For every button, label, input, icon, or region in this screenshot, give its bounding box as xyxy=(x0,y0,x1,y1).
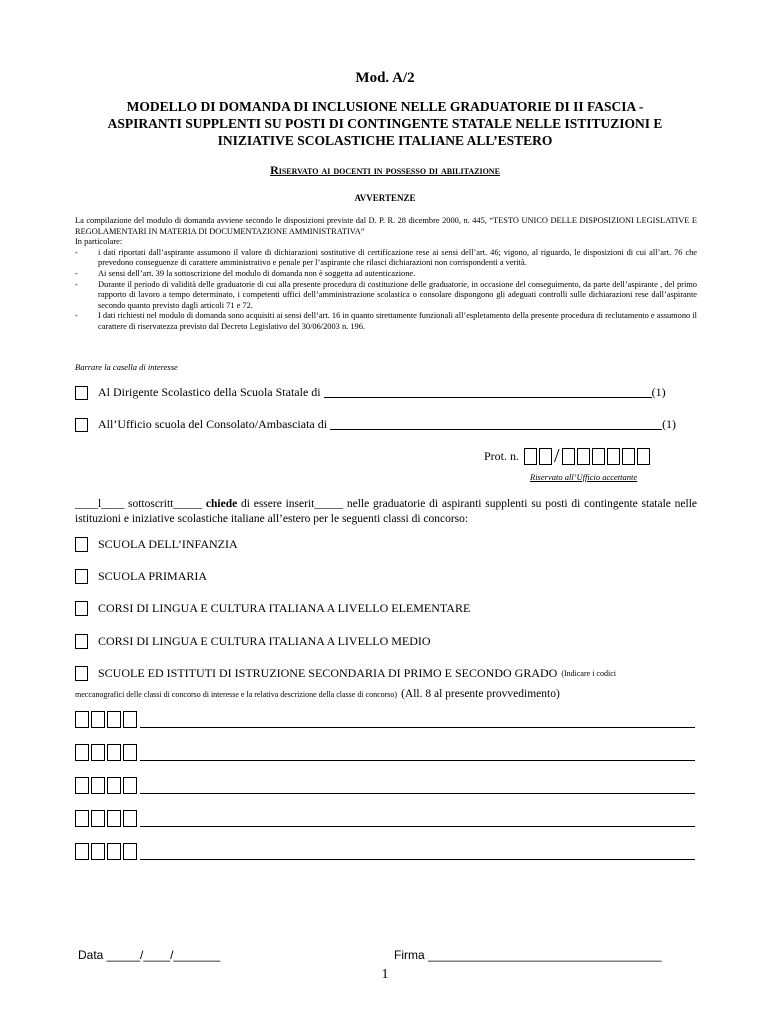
class-checkbox[interactable] xyxy=(75,634,88,649)
request-statement xyxy=(75,497,697,527)
class-label: SCUOLA PRIMARIA xyxy=(98,569,208,583)
request-verb: chiede xyxy=(205,498,238,510)
code-box[interactable] xyxy=(123,711,137,728)
code-box[interactable] xyxy=(123,843,137,860)
warnings-text xyxy=(75,216,697,333)
class-description-line[interactable] xyxy=(140,825,695,827)
class-checkbox[interactable] xyxy=(75,666,88,681)
recipient-school-field[interactable] xyxy=(324,387,652,398)
protocol-digit-box[interactable] xyxy=(592,448,605,465)
code-box[interactable] xyxy=(107,711,121,728)
code-box[interactable] xyxy=(91,810,105,827)
class-label: CORSI DI LINGUA E CULTURA ITALIANA A LIVELLO MEDIO xyxy=(98,634,431,648)
protocol-digit-box[interactable] xyxy=(622,448,635,465)
warnings-heading: AVVERTENZE xyxy=(354,193,416,203)
recipient-consulate-label: All’Ufficio scuola del Consolato/Ambasciata di xyxy=(98,417,328,431)
instruction-check-box: Barrare la casella di interesse xyxy=(75,362,178,372)
class-option-infanzia xyxy=(75,537,238,552)
warnings-in-particolare: In particolare: xyxy=(75,237,123,247)
code-box[interactable] xyxy=(123,777,137,794)
office-reserved-note: Riservato all’Ufficio accettante xyxy=(530,472,638,482)
title-line: ASPIRANTI SUPPLENTI SU POSTI DI CONTINGENTE STATALE NELLE ISTITUZIONI E xyxy=(107,116,663,131)
class-checkbox[interactable] xyxy=(75,569,88,584)
class-code-row xyxy=(75,744,695,761)
code-box[interactable] xyxy=(91,777,105,794)
request-prefix: ____l____ sottoscritt_____ xyxy=(75,498,203,510)
recipient-school-ref: (1) xyxy=(651,385,666,399)
protocol-slash: / xyxy=(554,445,560,467)
warning-item: - I dati richiesti nel modulo di domanda sono acquisiti ai sensi dell’art. 16 in quanto strettamente funzionali all’espletamento della presente procedura di reclutamento e assumono il carattere di riservatezza previsto dal Decreto Legislativo del 30/06/2003 n. 196. xyxy=(75,311,697,331)
class-checkbox[interactable] xyxy=(75,601,88,616)
protocol-number xyxy=(484,447,652,465)
warnings-intro: La compilazione del modulo di domanda avviene secondo le disposizioni previste dal D. P. R. 28 dicembre 2000, n. 445, “TESTO UNICO DELLE DISPOSIZIONI LEGISLATIVE E REGOLAMENTARI IN MATERIA DI DOCUMENTAZIONE AMMINISTRATIVA” xyxy=(75,216,697,236)
class-description-line[interactable] xyxy=(140,792,695,794)
class-code-row xyxy=(75,843,695,860)
protocol-digit-box[interactable] xyxy=(562,448,575,465)
class-option-lingua-elementare xyxy=(75,601,470,616)
protocol-digit-box[interactable] xyxy=(539,448,552,465)
protocol-digit-box[interactable] xyxy=(607,448,620,465)
code-box[interactable] xyxy=(75,843,89,860)
recipient-school-option xyxy=(75,385,666,400)
recipient-consulate-checkbox[interactable] xyxy=(75,418,88,432)
secondary-note-start: (Indicare i codici xyxy=(561,669,616,678)
code-box[interactable] xyxy=(123,810,137,827)
class-code-row xyxy=(75,810,695,827)
code-box[interactable] xyxy=(107,777,121,794)
reserved-heading: Riservato ai docenti in possesso di abilitazione xyxy=(270,163,500,177)
code-box[interactable] xyxy=(91,744,105,761)
protocol-digit-box[interactable] xyxy=(577,448,590,465)
warning-item: - Ai sensi dell’art. 39 la sottoscrizione del modulo di domanda non è soggetta ad autenticazione. xyxy=(75,268,416,278)
code-box[interactable] xyxy=(107,843,121,860)
form-title xyxy=(0,98,770,149)
class-label: SCUOLA DELL’INFANZIA xyxy=(98,537,238,551)
warning-item: - i dati riportati dall’aspirante assumono il valore di dichiarazioni sostitutive di certificazione rese ai sensi dell’art. 46; vigono, al riguardo, le disposizioni di cui all’art. 76 che prevedono conseguenze di carattere amministrativo e penale per l’aspirante che rilasci dichiarazioni non corrispondenti a verità. xyxy=(75,247,697,268)
recipient-school-label: Al Dirigente Scolastico della Scuola Statale di xyxy=(98,385,321,399)
page-number: 1 xyxy=(381,967,389,982)
signature-field[interactable]: Firma ___________________________________ xyxy=(394,948,662,962)
title-line: INIZIATIVE SCOLASTICHE ITALIANE ALL’ESTERO xyxy=(217,133,553,148)
code-box[interactable] xyxy=(91,711,105,728)
recipient-consulate-option xyxy=(75,417,676,432)
date-field[interactable]: Data _____/____/_______ xyxy=(78,948,221,962)
class-code-row xyxy=(75,777,695,794)
protocol-label: Prot. n. xyxy=(484,449,520,463)
code-box[interactable] xyxy=(75,810,89,827)
title-line: MODELLO DI DOMANDA DI INCLUSIONE NELLE GRADUATORIE DI II FASCIA - xyxy=(126,99,644,114)
secondary-note-small: meccanografici delle classi di concorso di interesse e la relativa descrizione della classe di concorso) xyxy=(75,690,398,699)
class-label: SCUOLE ED ISTITUTI DI ISTRUZIONE SECONDARIA DI PRIMO E SECONDO GRADO xyxy=(98,666,558,680)
recipient-consulate-ref: (1) xyxy=(662,417,677,431)
code-box[interactable] xyxy=(107,744,121,761)
request-rest: di essere inserit_____ nelle graduatorie di aspiranti supplenti su posti di contingente statale nelle istituzioni e iniziative scolastiche italiane all’estero per le seguenti classi di concorso: xyxy=(75,498,698,525)
code-box[interactable] xyxy=(107,810,121,827)
secondary-note xyxy=(75,688,560,700)
class-checkbox[interactable] xyxy=(75,537,88,552)
form-code: Mod. A/2 xyxy=(355,70,415,86)
class-option-primaria xyxy=(75,569,207,584)
class-option-lingua-medio xyxy=(75,634,431,649)
class-description-line[interactable] xyxy=(140,858,695,860)
recipient-consulate-field[interactable] xyxy=(330,419,662,430)
secondary-note-large: (All. 8 al presente provvedimento) xyxy=(401,688,560,700)
code-box[interactable] xyxy=(75,744,89,761)
protocol-digit-box[interactable] xyxy=(524,448,537,465)
code-box[interactable] xyxy=(75,711,89,728)
class-label: CORSI DI LINGUA E CULTURA ITALIANA A LIVELLO ELEMENTARE xyxy=(98,601,471,615)
code-box[interactable] xyxy=(75,777,89,794)
class-description-line[interactable] xyxy=(140,759,695,761)
protocol-digit-box[interactable] xyxy=(637,448,650,465)
recipient-school-checkbox[interactable] xyxy=(75,386,88,400)
class-description-line[interactable] xyxy=(140,726,695,728)
class-option-secondaria xyxy=(75,666,616,681)
code-box[interactable] xyxy=(123,744,137,761)
warning-item: - Durante il periodo di validità delle graduatorie di cui alla presente procedura di costituzione delle graduatorie, in occasione del conseguimento, da parte dell’aspirante , del primo rapporto di lavoro a tempo determinato, i competenti uffici dell’amministrazione scolastica o consolare dispongono gli adeguati controlli sulle dichiarazioni rese dall’aspirante secondo quanto previsto dagli articoli 71 e 72. xyxy=(75,279,697,310)
class-code-row xyxy=(75,711,695,728)
code-box[interactable] xyxy=(91,843,105,860)
